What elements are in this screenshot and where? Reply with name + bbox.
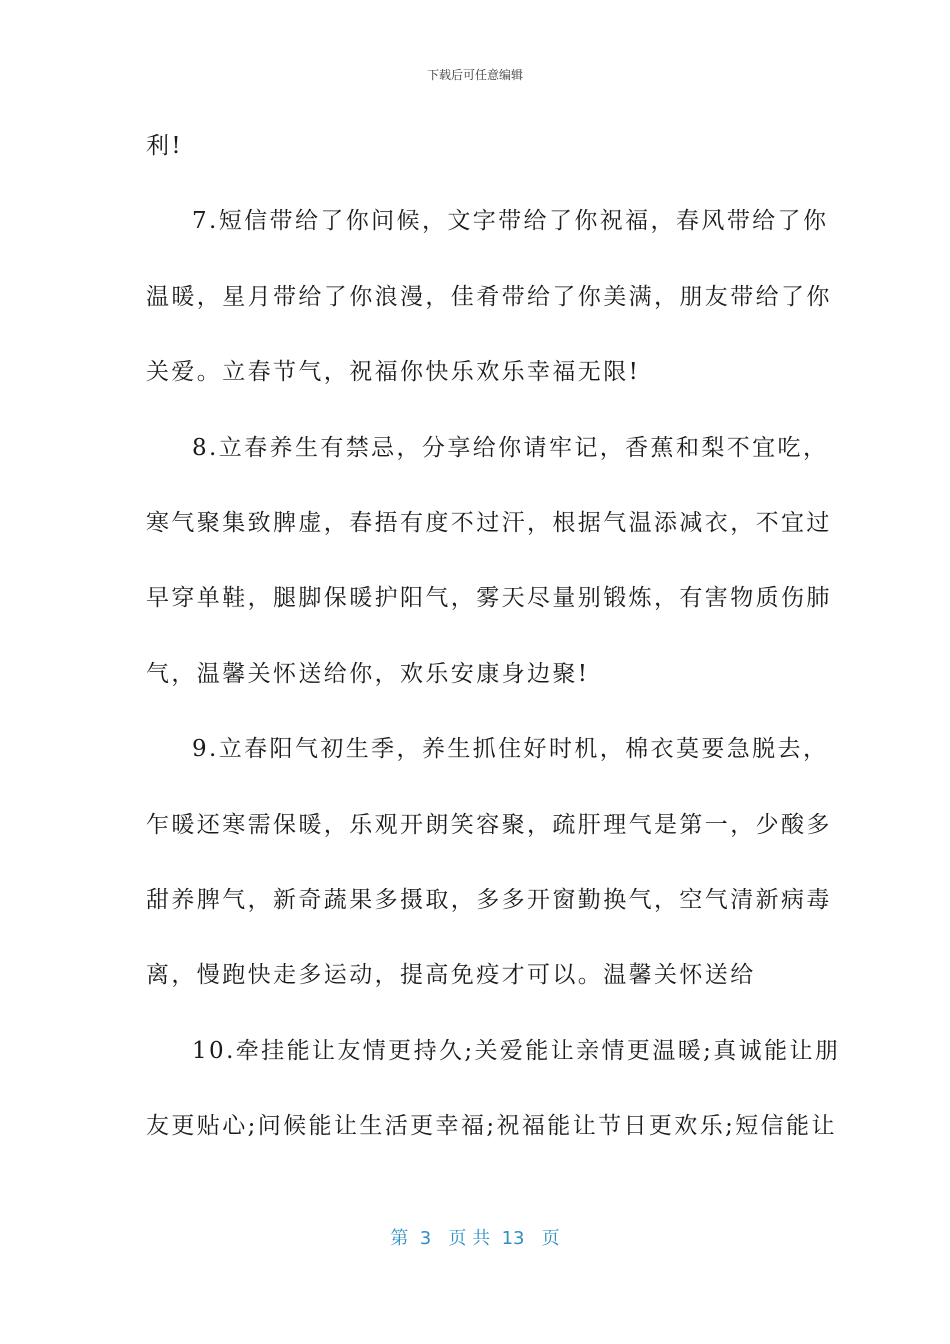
page-header-note: 下载后可任意编辑	[426, 68, 523, 82]
text-line: 早穿单鞋，腿脚保暖护阳气，雾天尽量别锻炼，有害物质伤肺	[146, 585, 832, 612]
text-line: 温暖，星月带给了你浪漫，佳肴带给了你美满，朋友带给了你	[146, 283, 832, 310]
text-line: 气，温馨关怀送给你，欢乐安康身边聚!	[146, 660, 590, 687]
text-line: 友更贴心;问候能让生活更幸福;祝福能让节日更欢乐;短信能让	[146, 1113, 837, 1140]
document-body	[146, 124, 841, 1179]
text-line: 关爱。立春节气，祝福你快乐欢乐幸福无限!	[146, 359, 641, 386]
text-line: 离，慢跑快走多运动，提高免疫才可以。温馨关怀送给	[146, 962, 756, 989]
text-line: 8.立春养生有禁忌，分享给你请牢记，香蕉和梨不宜吃，	[192, 434, 829, 461]
text-line: 寒气聚集致脾虚，春捂有度不过汗，根据气温添减衣，不宜过	[146, 509, 832, 536]
text-line: 9.立春阳气初生季，养生抓住好时机，棉衣莫要急脱去，	[192, 736, 829, 763]
text-line: 10.牵挂能让友情更持久;关爱能让亲情更温暖;真诚能让朋	[192, 1037, 841, 1064]
text-line: 乍暖还寒需保暖，乐观开朗笑容聚，疏肝理气是第一，少酸多	[146, 811, 832, 838]
text-line: 甜养脾气，新奇蔬果多摄取，多多开窗勤换气，空气清新病毒	[146, 886, 832, 913]
text-line: 利!	[146, 133, 184, 159]
page-number-footer: 第 3 页 共 13 页	[390, 1228, 560, 1249]
text-line: 7.短信带给了你问候，文字带给了你祝福，春风带给了你	[192, 208, 829, 235]
